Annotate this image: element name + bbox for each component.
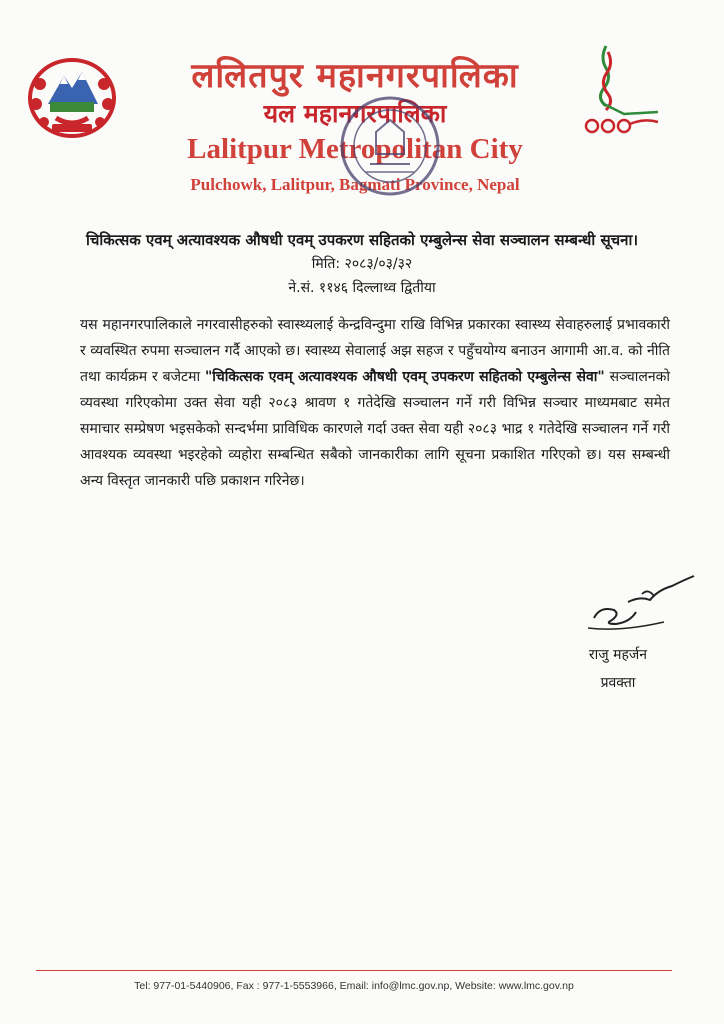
notice-nepal-sambat: ने.सं. ११४६ दिल्लाथ्व द्वितीया	[288, 280, 436, 296]
org-name-nepali: ललितपुर महानगरपालिका	[191, 56, 519, 96]
notice-body	[80, 312, 670, 494]
footer-divider	[36, 970, 672, 971]
notice-heading	[40, 228, 684, 300]
signatory-title: प्रवक्ता	[600, 675, 636, 691]
notice-body-bold: "चिकित्सक एवम् अत्यावश्यक औषधी एवम् उपकरण सहितको एम्बुलेन्स सेवा"	[204, 369, 605, 385]
signatory-name: राजु महर्जन	[588, 647, 648, 663]
nepal-emblem-icon	[26, 54, 118, 140]
footer-contact: Tel: 977-01-5440906, Fax : 977-1-5553966, Email: info@lmc.gov.np, Website: www.lmc.gov.np	[134, 980, 574, 992]
lmc-logo-icon	[578, 44, 662, 140]
org-name-newari: यल महानगरपालिका	[263, 99, 447, 128]
signature-icon	[580, 566, 700, 638]
notice-title: चिकित्सक एवम् अत्यावश्यक औषधी एवम् उपकरण सहितको एम्बुलेन्स सेवा सञ्चालन सम्बन्धी सूचना।	[85, 231, 639, 249]
org-address: Pulchowk, Lalitpur, Bagmati Province, Nepal	[190, 175, 520, 194]
office-stamp-icon	[336, 92, 444, 200]
notice-body-part2: सञ्चालनको व्यवस्था गरिएकोमा उक्त सेवा यही २०८३ श्रावण १ गतेदेखि सञ्चालन गर्ने गरी विभिन्न सञ्चार माध्यमबाट समेत समाचार सम्प्रेषण भइसकेको सन्दर्भमा प्राविधिक कारणले गर्दा उक्त सेवा यही २०८३ भाद्र १ गतेदेखि सञ्चालन गर्ने गरी आवश्यक व्यवस्था भइरहेको व्यहोरा सम्बन्धित सबैको जानकारीका लागि सूचना प्रकाशित गरिएको छ। यस सम्बन्धी अन्य विस्तृत जानकारी पछि प्रकाशन गरिनेछ।	[80, 369, 671, 489]
org-name-english: Lalitpur Metropolitan City	[187, 133, 523, 165]
notice-date: मिति: २०८३/०३/३२	[311, 256, 413, 272]
notice-body-part1: यस महानगरपालिकाले नगरवासीहरुको स्वास्थ्यलाई केन्द्रविन्दुमा राखि विभिन्न प्रकारका स्वास्थ्य सेवाहरुलाई प्रभावकारी र व्यवस्थित रुपमा सञ्चालन गर्दै आएको छ। स्वास्थ्य सेवालाई अझ सहज र पहुँचयोग्य बनाउन आगामी आ.व. को नीति तथा कार्यक्रम र बजेटमा	[80, 317, 670, 385]
